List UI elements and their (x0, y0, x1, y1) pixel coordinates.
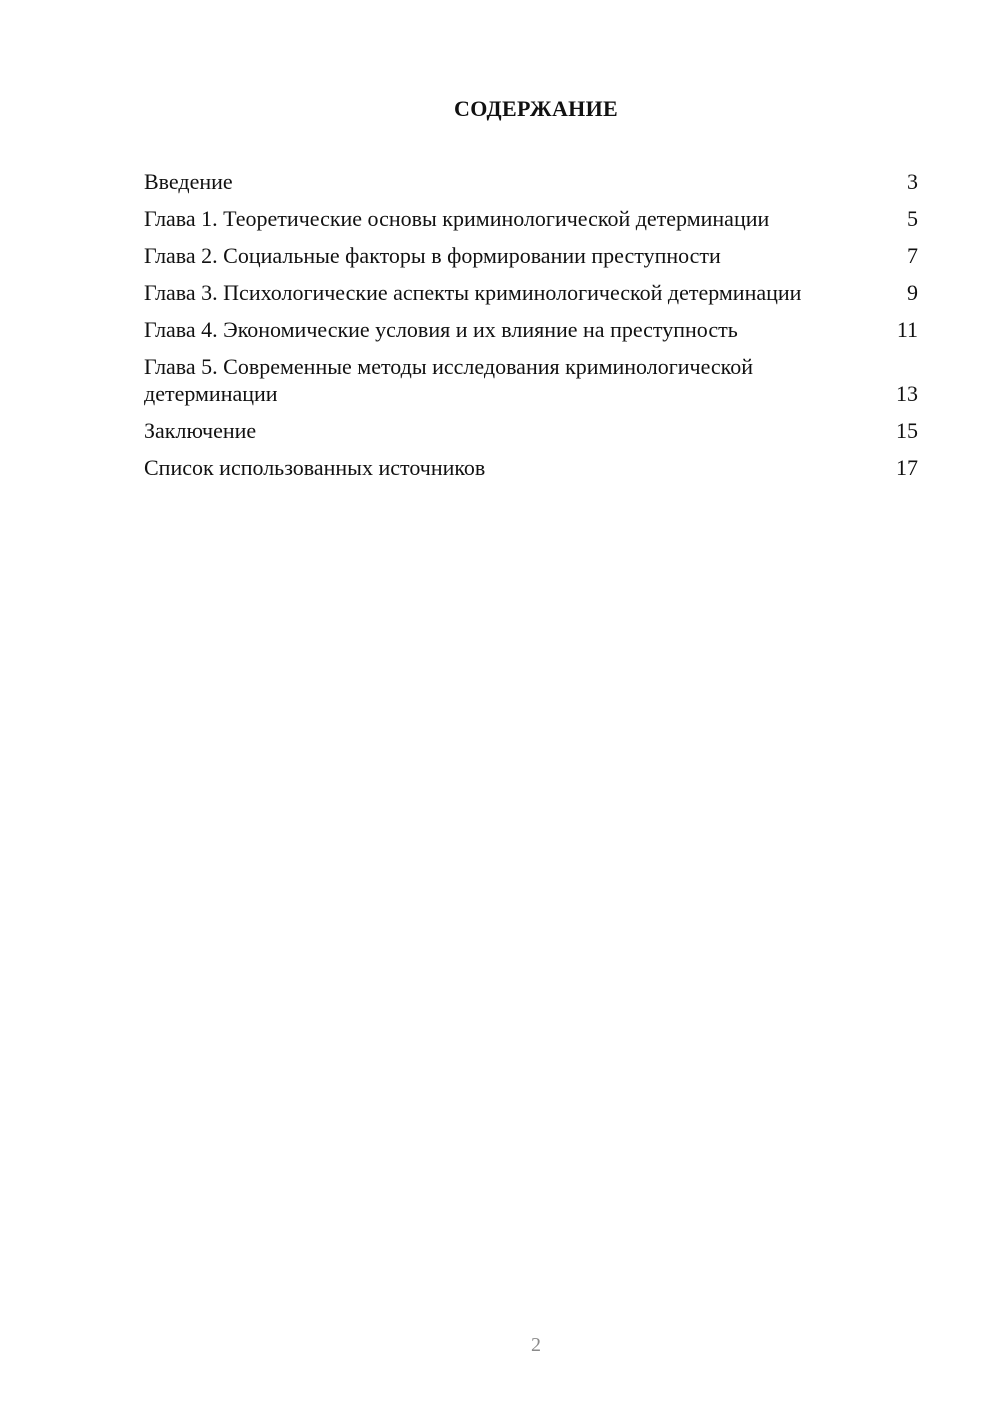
toc-entry-page-number: 9 (907, 280, 918, 305)
toc-entry-page-number: 3 (907, 169, 918, 194)
toc-entry-title: Глава 4. Экономические условия и их влияние на преступность (144, 317, 738, 342)
toc-entry-title: Глава 2. Социальные факторы в формировании преступности (144, 243, 721, 268)
toc-entry-title: Глава 3. Психологические аспекты криминологической детерминации (144, 280, 802, 305)
toc-entry-chapter-4 (144, 316, 918, 343)
toc-heading: СОДЕРЖАНИЕ (454, 96, 618, 121)
toc-entry-title: Введение (144, 169, 233, 194)
toc-entry-chapter-5 (144, 353, 918, 407)
toc-entry-title: Глава 1. Теоретические основы криминологической детерминации (144, 206, 770, 231)
toc-entry-page-number: 13 (896, 381, 918, 406)
toc-entry-page-number: 7 (907, 243, 918, 268)
toc-entry-title: Список использованных источников (144, 455, 486, 480)
toc-entry-conclusion (144, 417, 918, 444)
toc-entry-page-number: 17 (896, 455, 918, 480)
toc-entry-title: Глава 5. Современные методы исследования криминологической детерминации (144, 354, 754, 406)
toc-entry-page-number: 5 (907, 206, 918, 231)
toc-entry-page-number: 11 (896, 317, 918, 342)
toc-entry-chapter-1 (144, 205, 918, 232)
toc-entry-page-number: 15 (896, 418, 918, 443)
toc-entry-chapter-3 (144, 279, 918, 306)
toc-entry-references (144, 454, 918, 481)
toc-entry-title: Заключение (144, 418, 257, 443)
toc-entry-chapter-2 (144, 242, 918, 269)
toc-entry-introduction (144, 168, 918, 195)
page-number: 2 (531, 1334, 541, 1356)
toc-list (144, 168, 918, 491)
